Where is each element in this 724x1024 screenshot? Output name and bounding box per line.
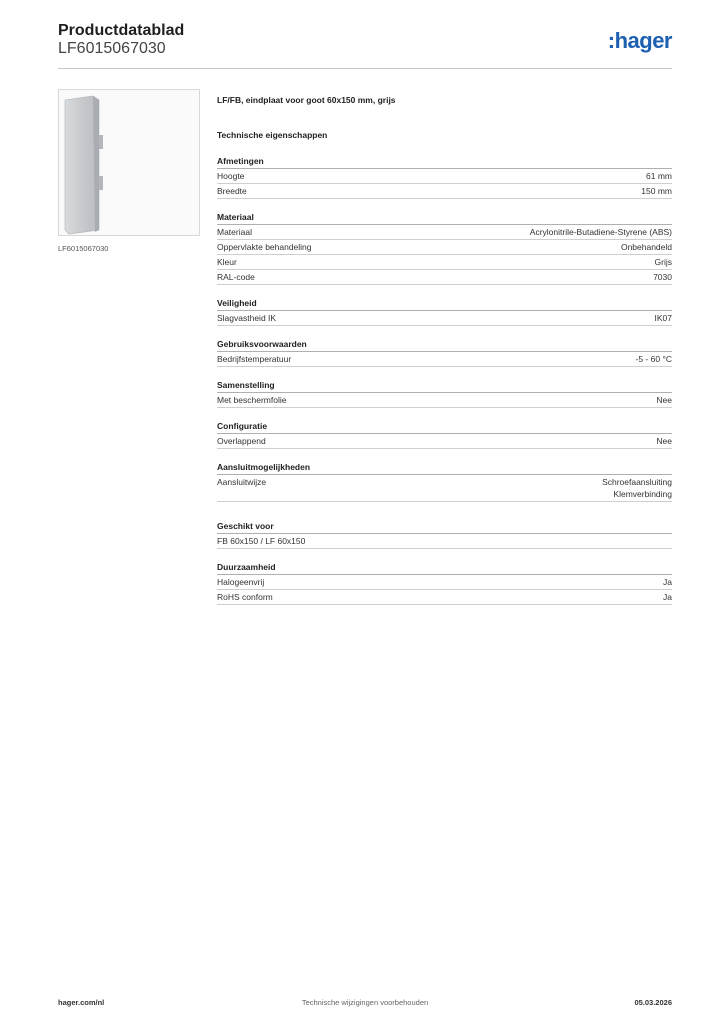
section-gebruiksvoorwaarden	[217, 338, 672, 367]
spec-label: Overlappend	[217, 436, 266, 446]
technical-properties-heading: Technische eigenschappen	[217, 130, 328, 140]
section-title: Veiligheid	[217, 297, 672, 311]
spec-value: Ja	[663, 592, 672, 602]
section-title: Aansluitmogelijkheden	[217, 461, 672, 475]
spec-row	[217, 393, 672, 408]
product-image	[58, 89, 200, 236]
spec-row	[217, 352, 672, 367]
section-afmetingen	[217, 155, 672, 199]
section-configuratie	[217, 420, 672, 449]
section-samenstelling	[217, 379, 672, 408]
spec-value: 61 mm	[646, 171, 672, 181]
spec-row	[217, 575, 672, 590]
spec-value: IK07	[654, 313, 672, 323]
spec-value: 7030	[653, 272, 672, 282]
spec-label: Bedrijfstemperatuur	[217, 354, 292, 364]
spec-row	[217, 184, 672, 199]
spec-row	[217, 311, 672, 326]
page-header	[58, 20, 672, 70]
spec-label: Met beschermfolie	[217, 395, 287, 405]
product-code: LF6015067030	[58, 40, 166, 57]
section-title: Configuratie	[217, 420, 672, 434]
end-plate-illustration	[59, 90, 199, 235]
section-aansluitmogelijkheden	[217, 461, 672, 502]
section-title: Samenstelling	[217, 379, 672, 393]
section-title: Duurzaamheid	[217, 561, 672, 575]
spec-row	[217, 534, 672, 549]
section-title: Materiaal	[217, 211, 672, 225]
header-divider	[58, 68, 672, 69]
spec-label: Kleur	[217, 257, 237, 267]
spec-row	[217, 434, 672, 449]
image-caption: LF6015067030	[58, 244, 109, 253]
spec-label: Slagvastheid IK	[217, 313, 277, 323]
page-footer	[58, 998, 672, 1012]
spec-row	[217, 225, 672, 240]
disclaimer: Technische wijzigingen voorbehouden	[301, 998, 429, 1007]
spec-label: Halogeenvrij	[217, 577, 265, 587]
spec-label: Hoogte	[217, 171, 245, 181]
spec-value	[602, 476, 672, 500]
spec-row	[217, 475, 672, 502]
spec-value: Acrylonitrile-Butadiene-Styrene (ABS)	[529, 227, 672, 237]
spec-row	[217, 240, 672, 255]
spec-label: RAL-code	[217, 272, 255, 282]
spec-row	[217, 270, 672, 285]
section-materiaal	[217, 211, 672, 285]
spec-value: Nee	[656, 436, 672, 446]
spec-value: 150 mm	[641, 186, 672, 196]
section-geschikt-voor	[217, 520, 672, 549]
spec-value: Grijs	[654, 257, 672, 267]
spec-label: RoHS conform	[217, 592, 273, 602]
section-title: Gebruiksvoorwaarden	[217, 338, 672, 352]
spec-row	[217, 169, 672, 184]
section-title: Geschikt voor	[217, 520, 672, 534]
spec-value: Nee	[656, 395, 672, 405]
spec-label: Aansluitwijze	[217, 477, 267, 487]
spec-value-line: Schroefaansluiting	[602, 477, 672, 487]
spec-row	[217, 255, 672, 270]
document-title: Productdatablad	[58, 22, 185, 39]
hager-logo: :hager	[607, 28, 672, 53]
spec-value: -5 - 60 °C	[635, 354, 672, 364]
section-title: Afmetingen	[217, 155, 672, 169]
document-date: 05.03.2026	[634, 998, 672, 1007]
spec-label: Oppervlakte behandeling	[217, 242, 312, 252]
section-veiligheid	[217, 297, 672, 326]
spec-row	[217, 590, 672, 605]
spec-label: FB 60x150 / LF 60x150	[217, 536, 306, 546]
product-description: LF/FB, eindplaat voor goot 60x150 mm, grijs	[217, 95, 396, 105]
spec-label: Materiaal	[217, 227, 252, 237]
spec-value: Ja	[663, 577, 672, 587]
spec-label: Breedte	[217, 186, 247, 196]
spec-value-line: Klemverbinding	[613, 489, 672, 499]
spec-value: Onbehandeld	[620, 242, 672, 252]
section-duurzaamheid	[217, 561, 672, 605]
specifications	[217, 95, 672, 605]
website-link[interactable]: hager.com/nl	[58, 998, 105, 1007]
